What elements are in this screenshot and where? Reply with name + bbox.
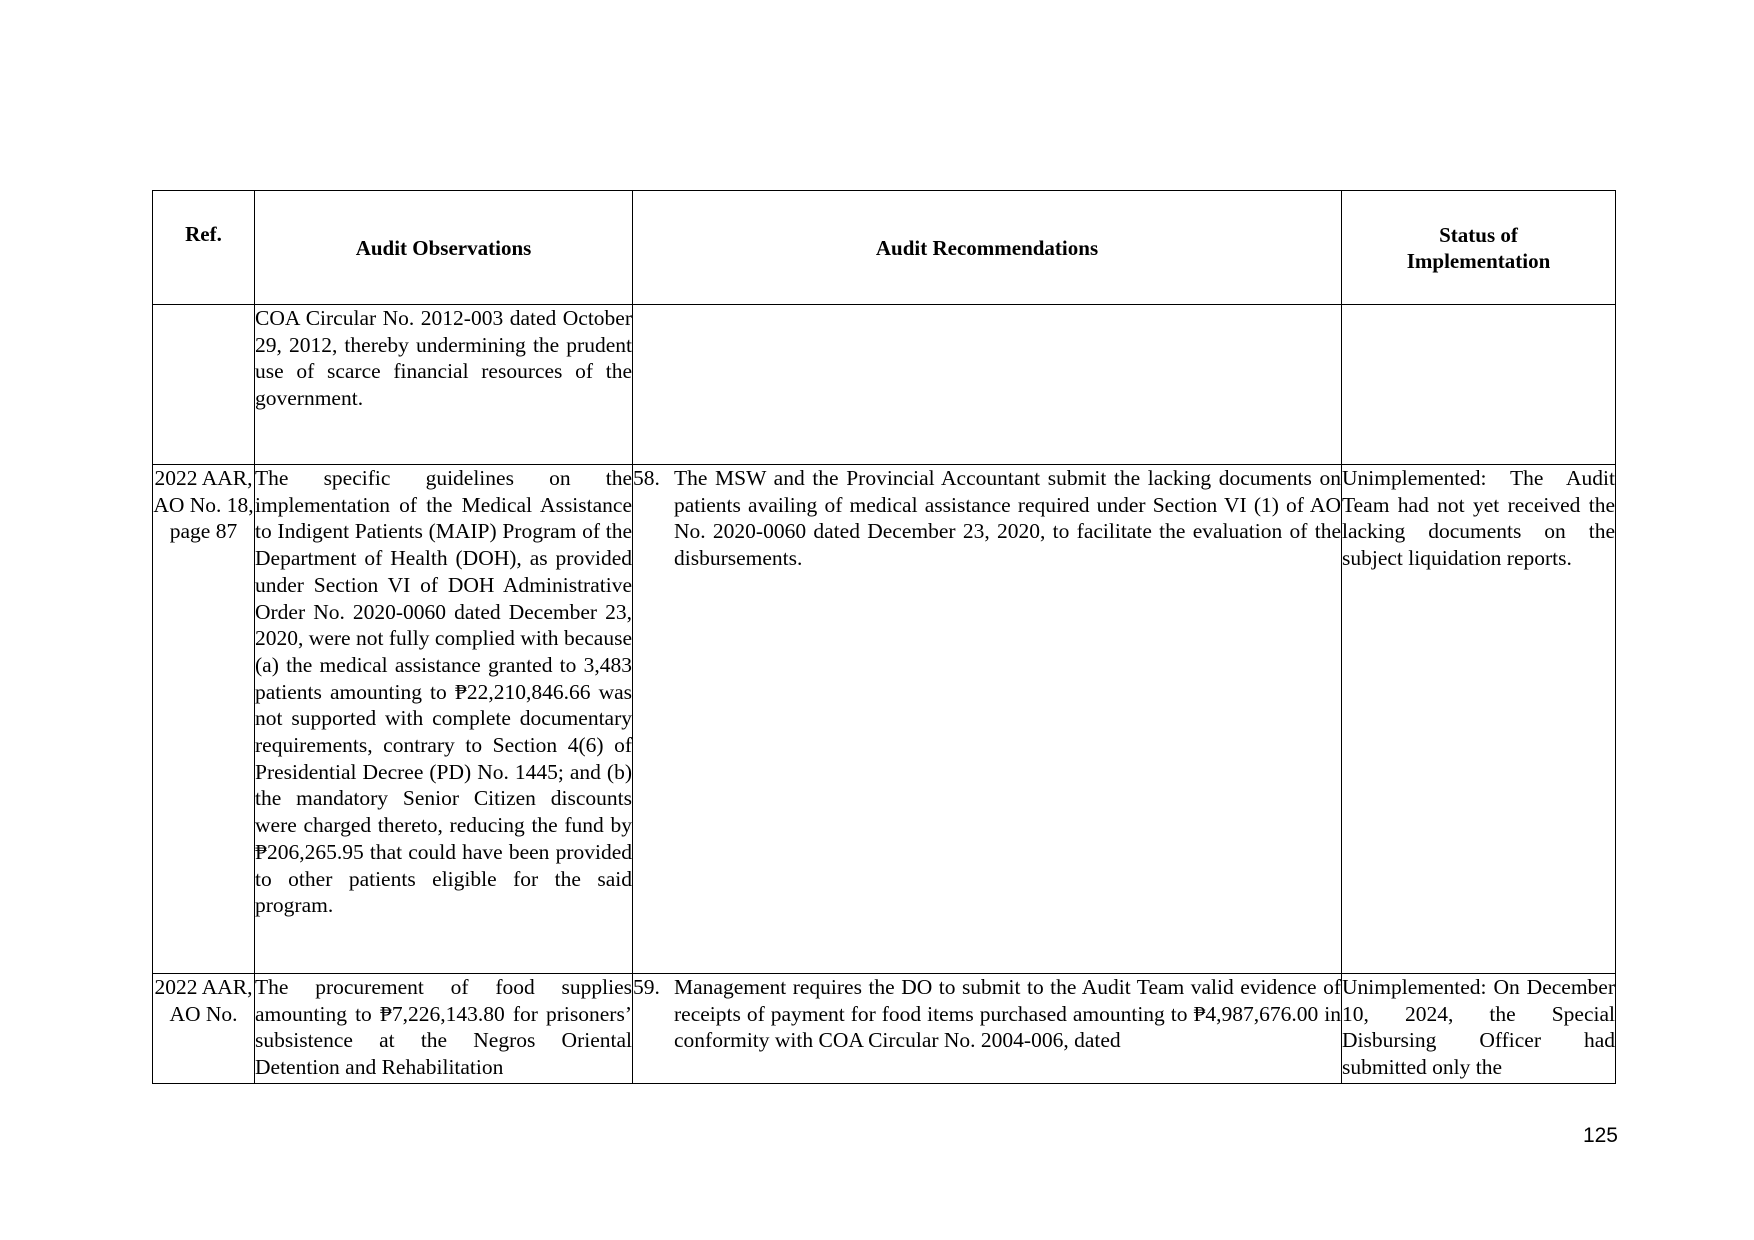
recommendation-text: Management requires the DO to submit to the Audit Team valid evidence of receipts of payment for food items purchased amounting to ₱4,987,676.00 in conformity with COA Circular No. 2004-006, dated bbox=[674, 975, 1341, 1053]
recommendation-cell bbox=[633, 305, 1342, 465]
recommendations-header: Audit Recommendations bbox=[633, 191, 1342, 305]
audit-table bbox=[152, 190, 1616, 1084]
status-cell: Unimplemented: The Audit Team had not yet received the lacking documents on the subject liquidation reports. bbox=[1342, 465, 1616, 974]
observation-cell: The procurement of food supplies amounting to ₱7,226,143.80 for prisoners’ subsistence at the Negros Oriental Detention and Rehabilitation bbox=[255, 974, 633, 1084]
observation-cell: COA Circular No. 2012-003 dated October 29, 2012, thereby undermining the prudent use of scarce financial resources of the government. bbox=[255, 305, 633, 465]
ref-header: Ref. bbox=[153, 191, 255, 305]
table-row bbox=[153, 305, 1616, 465]
table-row bbox=[153, 465, 1616, 974]
recommendation-item bbox=[633, 465, 1341, 572]
status-header: Status of Implementation bbox=[1342, 191, 1616, 305]
status-cell: Unimplemented: On December 10, 2024, the Special Disbursing Officer had submitted only the bbox=[1342, 974, 1616, 1084]
recommendation-cell bbox=[633, 974, 1342, 1084]
recommendation-number: 58. bbox=[633, 466, 660, 490]
status-cell bbox=[1342, 305, 1616, 465]
recommendation-cell bbox=[633, 465, 1342, 974]
page-number: 125 bbox=[1582, 1124, 1618, 1147]
observations-header: Audit Observations bbox=[255, 191, 633, 305]
ref-cell: 2022 AAR, AO No. 18, page 87 bbox=[153, 465, 255, 974]
recommendation-text: The MSW and the Provincial Accountant submit the lacking documents on patients availing of medical assistance required under Section VI (1) of AO No. 2020-0060 dated December 23, 2020, to facilitate the evaluation of the disbursements. bbox=[674, 466, 1341, 571]
ref-cell bbox=[153, 305, 255, 465]
observation-cell: The specific guidelines on the implementation of the Medical Assistance to Indigent Patients (MAIP) Program of the Department of Health (DOH), as provided under Section VI of DOH Administrative Order No. 2020-0060 dated December 23, 2020, were not fully complied with because (a) the medical assistance granted to 3,483 patients amounting to ₱22,210,846.66 was not supported with complete documentary requirements, contrary to Section 4(6) of Presidential Decree (PD) No. 1445; and (b) the mandatory Senior Citizen discounts were charged thereto, reducing the fund by ₱206,265.95 that could have been provided to other patients eligible for the said program. bbox=[255, 465, 633, 974]
table-row bbox=[153, 974, 1616, 1084]
recommendation-number: 59. bbox=[633, 975, 660, 999]
recommendation-item bbox=[633, 974, 1341, 1054]
table-header-row bbox=[153, 191, 1616, 305]
ref-cell: 2022 AAR, AO No. bbox=[153, 974, 255, 1084]
